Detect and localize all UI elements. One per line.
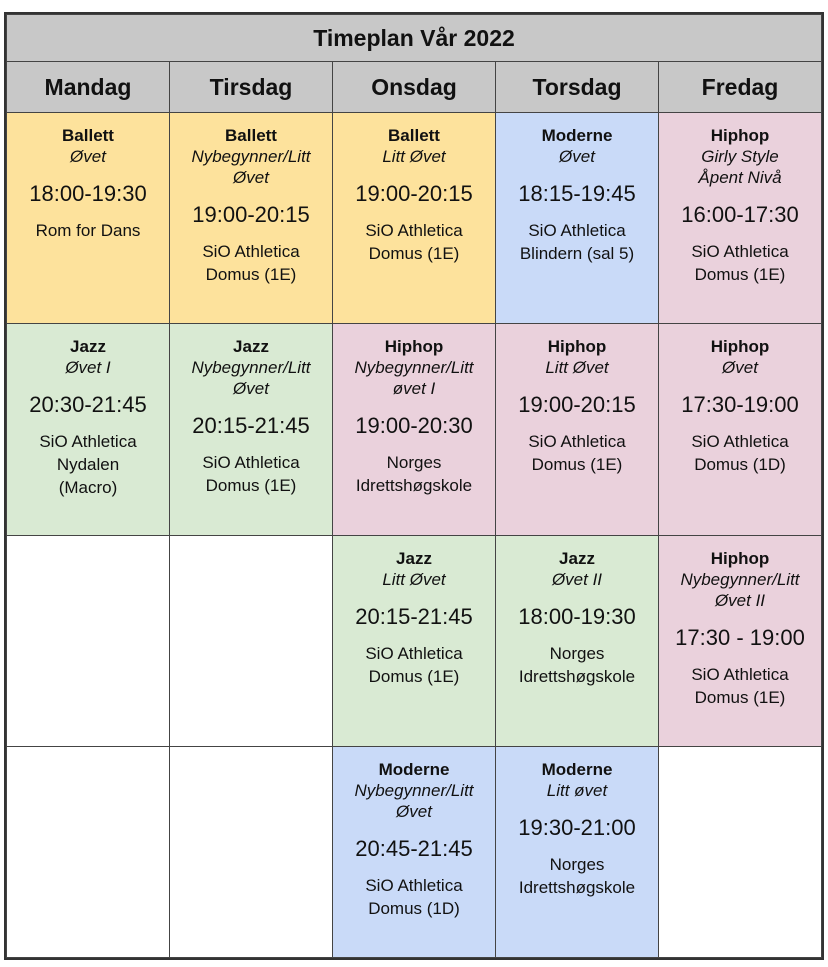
location-line: SiO Athletica	[202, 453, 300, 473]
location-line: Idrettshøgskole	[355, 476, 473, 496]
location-line: Domus (1E)	[531, 455, 623, 475]
class-location	[333, 642, 495, 688]
class-time: 16:00-17:30	[681, 202, 799, 227]
location-line: Norges	[386, 453, 442, 473]
class-cell-content	[659, 324, 821, 476]
day-header-tirsdag: Tirsdag	[170, 62, 333, 113]
class-location	[496, 430, 658, 476]
class-time: 19:00-20:30	[355, 413, 473, 439]
location-line: Norges	[549, 854, 605, 874]
schedule-row	[7, 113, 822, 324]
location-line: SiO Athletica	[528, 432, 626, 452]
class-location	[659, 240, 821, 286]
class-cell	[333, 746, 496, 957]
day-header-onsdag: Onsdag	[333, 62, 496, 113]
location-line: SiO Athletica	[365, 643, 463, 663]
schedule-row	[7, 746, 822, 957]
class-name: Jazz	[233, 337, 269, 357]
class-cell	[170, 324, 333, 535]
location-line: Norges	[549, 643, 605, 663]
schedule-body	[7, 113, 822, 958]
class-cell-content	[7, 324, 169, 499]
location-line: SiO Athletica	[365, 221, 463, 240]
class-location	[333, 219, 495, 265]
class-cell	[496, 113, 659, 324]
class-time: 20:45-21:45	[355, 835, 473, 861]
location-line: Domus (1E)	[205, 476, 297, 496]
class-name: Hiphop	[710, 126, 770, 145]
class-name: Ballett	[388, 126, 440, 145]
schedule-title: Timeplan Vår 2022	[7, 15, 822, 62]
class-level: Øvet	[233, 379, 269, 399]
location-line: SiO Athletica	[691, 664, 789, 684]
class-cell	[659, 324, 822, 535]
class-level: Øvet II	[551, 569, 603, 589]
empty-cell	[659, 746, 822, 957]
empty-cell	[7, 746, 170, 957]
location-line: Idrettshøgskole	[518, 877, 636, 897]
class-name: Moderne	[378, 759, 450, 779]
class-level: Litt Øvet	[382, 147, 446, 166]
class-cell	[333, 113, 496, 324]
class-cell-content	[333, 324, 495, 497]
location-line: SiO Athletica	[39, 432, 137, 452]
location-line: Idrettshøgskole	[518, 666, 636, 686]
class-location	[7, 219, 169, 242]
class-cell	[7, 113, 170, 324]
class-name: Ballett	[225, 126, 277, 145]
location-line: Domus (1D)	[368, 898, 460, 918]
class-cell-content	[333, 536, 495, 688]
schedule-sheet	[4, 12, 824, 960]
class-level: Nybegynner/Litt	[191, 147, 311, 166]
class-location	[7, 430, 169, 499]
class-cell	[170, 113, 333, 324]
location-line: Domus (1E)	[205, 265, 297, 284]
class-level: Nybegynner/Litt	[680, 569, 800, 589]
class-level: Nybegynner/Litt	[354, 358, 474, 378]
class-location	[170, 451, 332, 497]
class-cell-content	[170, 113, 332, 286]
location-line: Domus (1E)	[368, 666, 460, 686]
class-cell	[496, 324, 659, 535]
class-cell-content	[496, 324, 658, 476]
class-location	[333, 451, 495, 497]
class-level: Øvet	[396, 801, 432, 821]
location-line: Domus (1E)	[694, 687, 786, 707]
class-level: Litt Øvet	[382, 569, 446, 589]
class-cell-content	[333, 113, 495, 265]
class-cell	[7, 324, 170, 535]
class-cell-content	[170, 324, 332, 497]
class-level: Øvet	[559, 147, 595, 166]
location-line: SiO Athletica	[202, 242, 300, 261]
class-level: Girly Style	[701, 147, 779, 166]
class-cell	[333, 535, 496, 746]
class-location	[170, 240, 332, 286]
class-location	[496, 853, 658, 899]
class-level: Øvet I	[65, 358, 111, 378]
class-name: Hiphop	[547, 337, 607, 357]
class-time: 19:00-20:15	[518, 392, 636, 418]
empty-cell	[170, 746, 333, 957]
class-name: Jazz	[559, 548, 595, 568]
location-line: Nydalen	[56, 455, 120, 475]
class-cell	[659, 113, 822, 324]
class-name: Jazz	[396, 548, 432, 568]
class-location	[496, 642, 658, 688]
location-line: SiO Athletica	[691, 242, 789, 261]
day-header-row	[7, 62, 822, 113]
location-line: Rom for Dans	[35, 221, 141, 240]
location-line: Blindern (sal 5)	[519, 244, 635, 263]
day-header-fredag: Fredag	[659, 62, 822, 113]
schedule-table	[6, 14, 822, 958]
location-line: (Macro)	[58, 478, 118, 498]
class-location	[496, 219, 658, 265]
class-cell-content	[496, 113, 658, 265]
class-cell	[659, 535, 822, 746]
class-location	[659, 663, 821, 709]
empty-cell	[7, 535, 170, 746]
class-cell	[496, 535, 659, 746]
class-time: 20:15-21:45	[355, 603, 473, 629]
class-name: Hiphop	[710, 337, 770, 357]
schedule-row	[7, 535, 822, 746]
empty-cell	[170, 535, 333, 746]
class-name: Hiphop	[384, 337, 444, 357]
class-cell-content	[496, 747, 658, 899]
class-location	[659, 430, 821, 476]
location-line: Domus (1D)	[694, 455, 786, 475]
class-time: 19:00-20:15	[192, 202, 310, 227]
class-cell-content	[7, 113, 169, 242]
class-cell-content	[333, 747, 495, 920]
class-name: Jazz	[70, 337, 106, 357]
day-header-torsdag: Torsdag	[496, 62, 659, 113]
class-cell-content	[659, 536, 821, 709]
location-line: Domus (1E)	[368, 244, 460, 263]
class-time: 20:15-21:45	[192, 413, 310, 439]
class-level: Nybegynner/Litt	[354, 780, 474, 800]
class-name: Hiphop	[710, 548, 770, 568]
class-time: 20:30-21:45	[29, 392, 147, 418]
location-line: SiO Athletica	[365, 875, 463, 895]
class-level: Øvet	[233, 168, 269, 187]
class-name: Moderne	[541, 126, 613, 145]
day-header-mandag: Mandag	[7, 62, 170, 113]
location-line: SiO Athletica	[691, 432, 789, 452]
class-time: 19:00-20:15	[355, 181, 473, 206]
class-level: øvet I	[392, 379, 436, 399]
class-time: 18:00-19:30	[29, 181, 147, 206]
class-level: Litt øvet	[546, 780, 608, 800]
class-level: Øvet II	[714, 590, 766, 610]
class-cell-content	[659, 113, 821, 286]
class-time: 17:30 - 19:00	[675, 624, 805, 650]
class-time: 18:15-19:45	[518, 181, 636, 206]
class-name: Moderne	[541, 759, 613, 779]
class-time: 17:30-19:00	[681, 392, 799, 418]
class-level: Øvet	[722, 358, 758, 378]
schedule-row	[7, 324, 822, 535]
class-level: Øvet	[70, 147, 106, 166]
class-level: Åpent Nivå	[698, 168, 782, 187]
location-line: Domus (1E)	[694, 265, 786, 284]
class-time: 19:30-21:00	[518, 814, 636, 840]
class-location	[333, 874, 495, 920]
class-cell-content	[496, 536, 658, 688]
class-level: Nybegynner/Litt	[191, 358, 311, 378]
class-cell	[496, 746, 659, 957]
class-name: Ballett	[62, 126, 114, 145]
class-level: Litt Øvet	[545, 358, 609, 378]
class-time: 18:00-19:30	[518, 603, 636, 629]
class-cell	[333, 324, 496, 535]
location-line: SiO Athletica	[528, 221, 626, 240]
